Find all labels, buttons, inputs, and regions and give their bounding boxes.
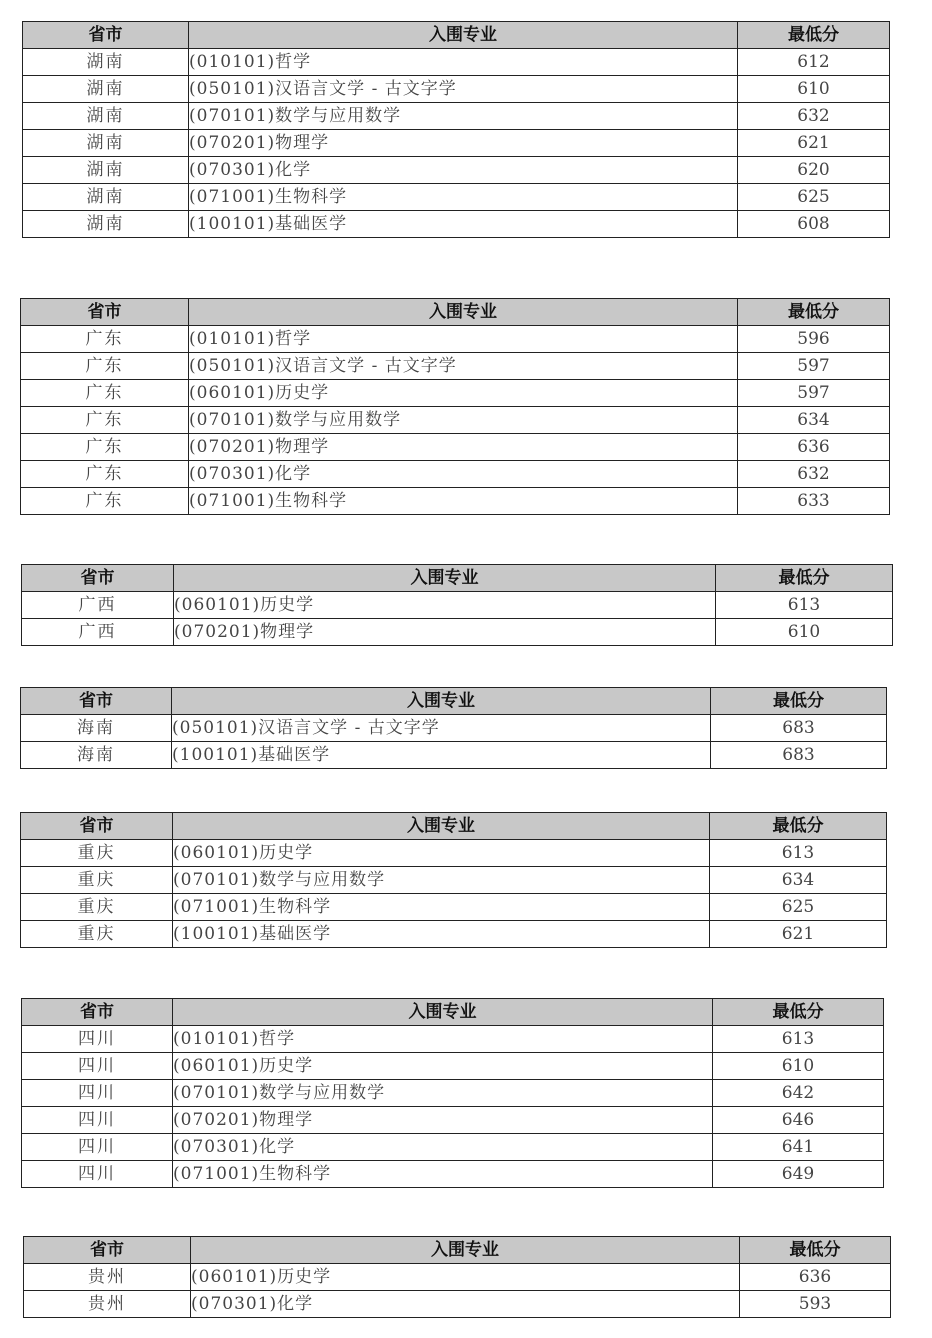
table-row — [22, 1053, 884, 1080]
province-cell: 四川 — [22, 1080, 173, 1107]
major-cell: (010101)哲学 — [189, 326, 738, 353]
province-cell: 广东 — [21, 353, 189, 380]
table-row — [23, 49, 890, 76]
major-cell: (070301)化学 — [189, 157, 738, 184]
province-cell: 四川 — [22, 1026, 173, 1053]
min-score-cell: 621 — [710, 921, 887, 948]
major-cell: (100101)基础医学 — [173, 921, 710, 948]
province-cell: 海南 — [21, 715, 172, 742]
score-table — [21, 998, 884, 1188]
header-row — [24, 1237, 891, 1264]
table-row — [23, 76, 890, 103]
table-row — [24, 1291, 891, 1318]
min-score-header: 最低分 — [713, 999, 884, 1026]
min-score-header: 最低分 — [711, 688, 887, 715]
province-cell: 湖南 — [23, 211, 189, 238]
table-row — [21, 867, 887, 894]
min-score-header: 最低分 — [716, 565, 893, 592]
major-cell: (010101)哲学 — [173, 1026, 713, 1053]
min-score-header: 最低分 — [738, 22, 890, 49]
header-row — [23, 22, 890, 49]
min-score-header: 最低分 — [740, 1237, 891, 1264]
min-score-cell: 646 — [713, 1107, 884, 1134]
table-row — [22, 1080, 884, 1107]
header-row — [22, 999, 884, 1026]
table-row — [21, 488, 890, 515]
province-cell: 广东 — [21, 461, 189, 488]
major-cell: (060101)历史学 — [173, 1053, 713, 1080]
major-cell: (071001)生物科学 — [173, 894, 710, 921]
major-cell: (070301)化学 — [189, 461, 738, 488]
province-cell: 广东 — [21, 434, 189, 461]
table-row — [24, 1264, 891, 1291]
province-cell: 四川 — [22, 1134, 173, 1161]
header-row — [21, 688, 887, 715]
min-score-cell: 641 — [713, 1134, 884, 1161]
major-cell: (070101)数学与应用数学 — [173, 1080, 713, 1107]
province-cell: 重庆 — [21, 840, 173, 867]
major-header: 入围专业 — [173, 813, 710, 840]
min-score-cell: 610 — [713, 1053, 884, 1080]
major-cell: (050101)汉语言文学 - 古文字学 — [172, 715, 711, 742]
province-cell: 广东 — [21, 380, 189, 407]
major-header: 入围专业 — [173, 999, 713, 1026]
province-cell: 四川 — [22, 1053, 173, 1080]
major-cell: (060101)历史学 — [174, 592, 716, 619]
table-row — [21, 407, 890, 434]
province-cell: 重庆 — [21, 894, 173, 921]
major-cell: (050101)汉语言文学 - 古文字学 — [189, 353, 738, 380]
major-cell: (060101)历史学 — [191, 1264, 740, 1291]
province-cell: 海南 — [21, 742, 172, 769]
major-cell: (100101)基础医学 — [172, 742, 711, 769]
major-header: 入围专业 — [174, 565, 716, 592]
table-row — [21, 380, 890, 407]
major-header: 入围专业 — [189, 22, 738, 49]
table-row — [23, 184, 890, 211]
min-score-cell: 613 — [716, 592, 893, 619]
min-score-cell: 649 — [713, 1161, 884, 1188]
province-cell: 贵州 — [24, 1291, 191, 1318]
min-score-cell: 597 — [738, 353, 890, 380]
min-score-cell: 632 — [738, 461, 890, 488]
min-score-cell: 593 — [740, 1291, 891, 1318]
province-cell: 贵州 — [24, 1264, 191, 1291]
province-cell: 湖南 — [23, 76, 189, 103]
major-cell: (071001)生物科学 — [189, 488, 738, 515]
province-cell: 重庆 — [21, 867, 173, 894]
table-row — [21, 326, 890, 353]
min-score-cell: 610 — [716, 619, 893, 646]
province-cell: 广西 — [22, 592, 174, 619]
table-row — [23, 211, 890, 238]
major-cell: (070101)数学与应用数学 — [173, 867, 710, 894]
min-score-cell: 642 — [713, 1080, 884, 1107]
table-row — [21, 353, 890, 380]
major-cell: (070201)物理学 — [189, 434, 738, 461]
province-cell: 四川 — [22, 1161, 173, 1188]
province-cell: 湖南 — [23, 184, 189, 211]
min-score-cell: 634 — [710, 867, 887, 894]
min-score-cell: 612 — [738, 49, 890, 76]
province-header: 省市 — [21, 688, 172, 715]
min-score-cell: 683 — [711, 715, 887, 742]
min-score-header: 最低分 — [738, 299, 890, 326]
province-cell: 湖南 — [23, 130, 189, 157]
major-cell: (010101)哲学 — [189, 49, 738, 76]
min-score-cell: 636 — [738, 434, 890, 461]
table-row — [21, 894, 887, 921]
province-cell: 湖南 — [23, 49, 189, 76]
province-cell: 四川 — [22, 1107, 173, 1134]
min-score-cell: 621 — [738, 130, 890, 157]
min-score-cell: 625 — [738, 184, 890, 211]
major-cell: (070101)数学与应用数学 — [189, 407, 738, 434]
table-row — [21, 715, 887, 742]
score-table — [23, 1236, 891, 1318]
score-table — [20, 687, 887, 769]
header-row — [22, 565, 893, 592]
major-cell: (071001)生物科学 — [173, 1161, 713, 1188]
min-score-cell: 613 — [713, 1026, 884, 1053]
major-header: 入围专业 — [189, 299, 738, 326]
score-table — [20, 298, 890, 515]
table-row — [22, 1026, 884, 1053]
province-header: 省市 — [22, 565, 174, 592]
header-row — [21, 299, 890, 326]
min-score-cell: 597 — [738, 380, 890, 407]
header-row — [21, 813, 887, 840]
score-table — [20, 812, 887, 948]
province-cell: 广东 — [21, 407, 189, 434]
major-cell: (070301)化学 — [191, 1291, 740, 1318]
province-cell: 广西 — [22, 619, 174, 646]
province-header: 省市 — [24, 1237, 191, 1264]
province-header: 省市 — [23, 22, 189, 49]
min-score-cell: 625 — [710, 894, 887, 921]
major-cell: (100101)基础医学 — [189, 211, 738, 238]
table-row — [23, 157, 890, 184]
table-row — [21, 742, 887, 769]
province-header: 省市 — [22, 999, 173, 1026]
table-row — [22, 619, 893, 646]
table-row — [21, 434, 890, 461]
table-row — [22, 1161, 884, 1188]
major-cell: (070201)物理学 — [174, 619, 716, 646]
score-table — [22, 21, 890, 238]
min-score-cell: 608 — [738, 211, 890, 238]
table-row — [23, 103, 890, 130]
major-cell: (070101)数学与应用数学 — [189, 103, 738, 130]
min-score-cell: 613 — [710, 840, 887, 867]
table-row — [22, 1107, 884, 1134]
major-cell: (070301)化学 — [173, 1134, 713, 1161]
table-row — [21, 921, 887, 948]
province-cell: 广东 — [21, 326, 189, 353]
table-row — [22, 592, 893, 619]
province-cell: 重庆 — [21, 921, 173, 948]
min-score-cell: 620 — [738, 157, 890, 184]
major-cell: (060101)历史学 — [189, 380, 738, 407]
major-header: 入围专业 — [172, 688, 711, 715]
min-score-cell: 636 — [740, 1264, 891, 1291]
major-cell: (071001)生物科学 — [189, 184, 738, 211]
min-score-cell: 596 — [738, 326, 890, 353]
province-header: 省市 — [21, 813, 173, 840]
province-cell: 湖南 — [23, 157, 189, 184]
major-cell: (070201)物理学 — [173, 1107, 713, 1134]
province-header: 省市 — [21, 299, 189, 326]
table-row — [21, 840, 887, 867]
table-row — [21, 461, 890, 488]
score-table — [21, 564, 893, 646]
min-score-cell: 610 — [738, 76, 890, 103]
min-score-cell: 632 — [738, 103, 890, 130]
province-cell: 湖南 — [23, 103, 189, 130]
province-cell: 广东 — [21, 488, 189, 515]
min-score-cell: 634 — [738, 407, 890, 434]
min-score-cell: 633 — [738, 488, 890, 515]
major-cell: (050101)汉语言文学 - 古文字学 — [189, 76, 738, 103]
major-cell: (060101)历史学 — [173, 840, 710, 867]
major-cell: (070201)物理学 — [189, 130, 738, 157]
min-score-cell: 683 — [711, 742, 887, 769]
min-score-header: 最低分 — [710, 813, 887, 840]
table-row — [23, 130, 890, 157]
major-header: 入围专业 — [191, 1237, 740, 1264]
table-row — [22, 1134, 884, 1161]
